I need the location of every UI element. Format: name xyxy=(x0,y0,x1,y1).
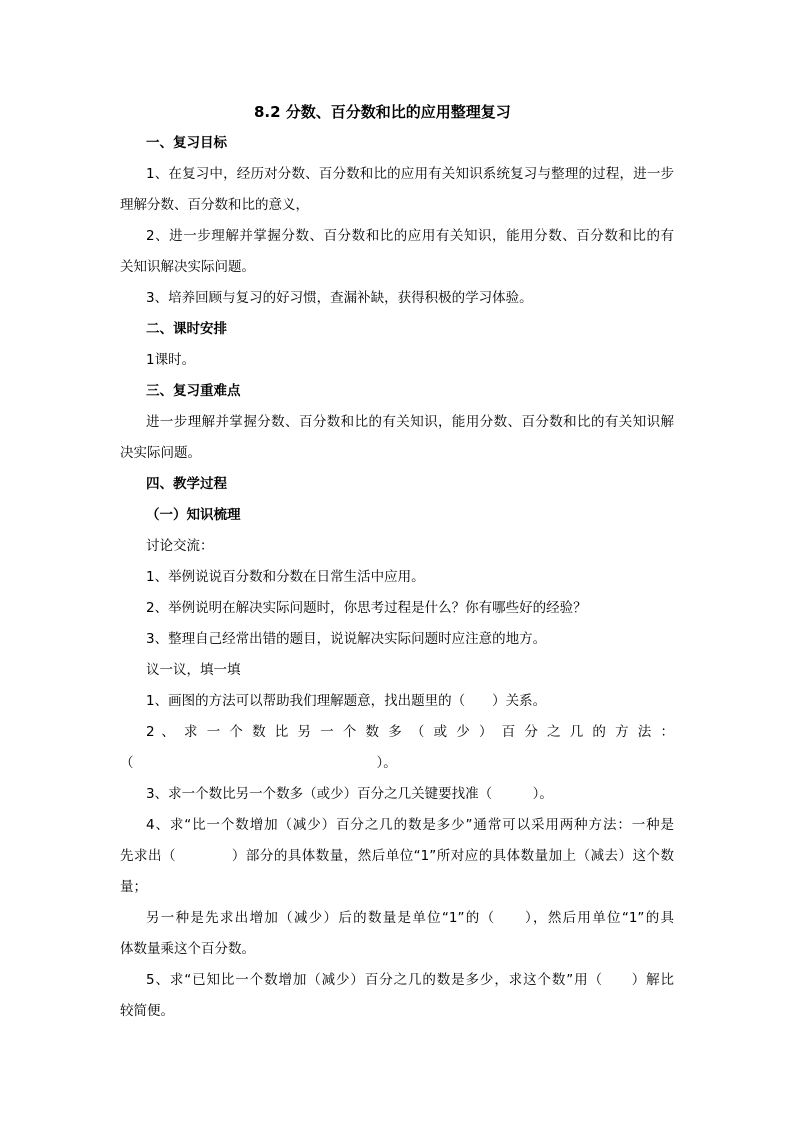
goal-2-line-1: 2、进一步理解并掌握分数、百分数和比的应用有关知识，能用分数、百分数和比的有 xyxy=(146,228,674,244)
discussion-label: 讨论交流： xyxy=(146,538,214,554)
goal-2-line-2: 关知识解决实际问题。 xyxy=(120,259,255,275)
fill-in-item-2-line-2: （ ）。 xyxy=(120,755,397,771)
fill-in-item-4-line-1: 4、求“比一个数增加（减少）百分之几的数是多少”通常可以采用两种方法：一种是 xyxy=(146,817,674,833)
schedule-text: 1课时。 xyxy=(146,352,196,368)
section-heading-schedule: 二、课时安排 xyxy=(146,321,227,337)
section-heading-goals: 一、复习目标 xyxy=(146,135,227,151)
fill-in-item-2-line-1: 2 、 求 一 个 数 比 另 一 个 数 多 （ 或 少 ） 百 分 之 几 的 方 法 ： xyxy=(146,724,674,740)
fill-in-item-4b-line-2: 体数量乘这个百分数。 xyxy=(120,941,255,957)
goal-1-line-1: 1、在复习中，经历对分数、百分数和比的应用有关知识系统复习与整理的过程，进一步 xyxy=(146,166,674,182)
subsection-heading-knowledge: （一）知识梳理 xyxy=(146,507,241,523)
fill-in-item-4-line-3: 量； xyxy=(120,879,147,895)
discussion-item-3: 3、整理自己经常出错的题目，说说解决实际问题时应注意的地方。 xyxy=(146,631,547,647)
fill-in-item-1: 1、画图的方法可以帮助我们理解题意，找出题里的（ ）关系。 xyxy=(146,693,547,709)
fill-in-label: 议一议，填一填 xyxy=(146,662,241,678)
discussion-item-1: 1、举例说说百分数和分数在日常生活中应用。 xyxy=(146,569,425,585)
discussion-item-2: 2、举例说明在解决实际问题时，你思考过程是什么？你有哪些好的经验？ xyxy=(146,600,587,616)
section-heading-key-points: 三、复习重难点 xyxy=(146,383,241,399)
fill-in-item-4-line-2: 先求出（ ）部分的具体数量，然后单位“1”所对应的具体数量加上（减去）这个数 xyxy=(120,848,674,864)
fill-in-item-4b-line-1: 另一种是先求出增加（减少）后的数量是单位“1”的（ ），然后用单位“1”的具 xyxy=(146,910,674,926)
fill-in-item-5-line-1: 5、求“已知比一个数增加（减少）百分之几的数是多少，求这个数”用（ ）解比 xyxy=(146,972,674,988)
goal-1-line-2: 理解分数、百分数和比的意义， xyxy=(120,197,309,213)
fill-in-item-3: 3、求一个数比另一个数多（或少）百分之几关键要找准（ ）。 xyxy=(146,786,553,802)
key-points-line-1: 进一步理解并掌握分数、百分数和比的有关知识，能用分数、百分数和比的有关知识解 xyxy=(146,414,674,430)
document-title: 8.2 分数、百分数和比的应用整理复习 xyxy=(254,103,511,121)
key-points-line-2: 决实际问题。 xyxy=(120,445,201,461)
fill-in-item-5-line-2: 较简便。 xyxy=(120,1003,174,1019)
goal-3: 3、培养回顾与复习的好习惯，查漏补缺，获得积极的学习体验。 xyxy=(146,290,533,306)
section-heading-process: 四、教学过程 xyxy=(146,476,227,492)
